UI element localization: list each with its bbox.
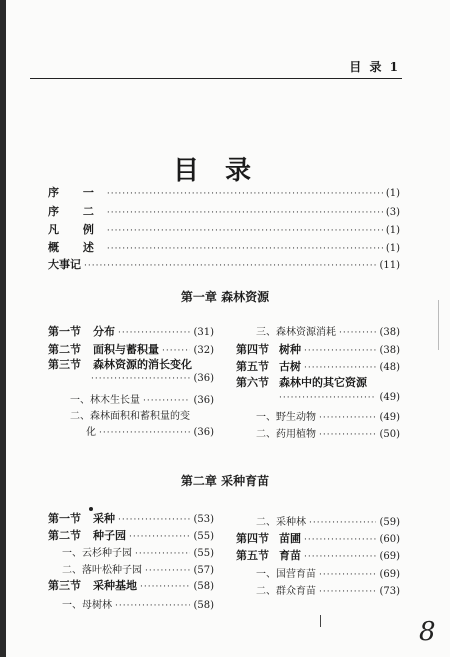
running-header <box>30 56 402 79</box>
toc-entry: 第二节 种子园 ····· (55) <box>48 527 214 543</box>
toc-entry-continued: ····· (49) <box>276 392 400 403</box>
toc-entry: 第二节 面积与蓄积量 ····· (32) <box>48 341 214 357</box>
ink-mark <box>320 615 321 627</box>
toc-entry: 第六节 森林中的其它资源 <box>236 376 367 389</box>
chapter-title: 第二章 采种育苗 <box>180 474 270 488</box>
toc-entry: 二、药用植物 ····· (50) <box>256 425 400 440</box>
handwritten-number: 8 <box>419 617 436 647</box>
toc-entry: 一、云杉种子园 ····· (55) <box>62 544 214 559</box>
toc-entry: 一、国营育苗 ····· (69) <box>256 565 400 580</box>
toc-entry: 二、群众育苗 ····· (73) <box>256 582 400 597</box>
toc-entry: 第一节 采种 ····· (53) <box>48 510 214 526</box>
toc-entry-chronicle: 大事记 ····· (11) <box>48 256 400 272</box>
toc-entry: 二、采种林 ····· (59) <box>256 513 400 528</box>
toc-entry-notes: 凡 例 ····· (1) <box>48 221 400 237</box>
toc-entry-overview: 概 述 ····· (1) <box>48 239 400 255</box>
toc-entry-preface1: 序 一 ····· (1) <box>48 184 400 200</box>
toc-entry: 第三节 森林资源的消长变化 <box>48 358 192 371</box>
scan-artifact <box>438 300 439 350</box>
toc-entry: 第一节 分布 ····· (31) <box>48 323 214 339</box>
toc-entry: 二、森林面积和蓄积量的变 <box>70 411 190 422</box>
header-text: 目 录 1 <box>349 60 400 74</box>
toc-entry: 第四节 苗圃 ····· (60) <box>236 530 400 546</box>
toc-entry-continued: 化 ····· (36) <box>86 423 214 438</box>
scan-edge <box>0 0 6 657</box>
toc-entry: 第五节 古树 ····· (48) <box>236 358 400 374</box>
toc-entry: 二、落叶松种子园 ····· (57) <box>62 561 214 576</box>
page-title: 目录 <box>172 156 277 186</box>
toc-entry: 一、林木生长量 ····· (36) <box>70 391 214 406</box>
chapter-title: 第一章 森林资源 <box>180 290 270 304</box>
toc-entry: 一、野生动物 ····· (49) <box>256 408 400 423</box>
toc-entry: 三、森林资源消耗 ····· (38) <box>256 323 400 338</box>
toc-entry-continued: ····· (36) <box>88 373 214 384</box>
toc-entry: 一、母树林 ····· (58) <box>62 596 214 611</box>
toc-entry: 第五节 育苗 ····· (69) <box>236 547 400 563</box>
toc-entry-preface2: 序 二 ····· (3) <box>48 203 400 219</box>
toc-entry: 第四节 树种 ····· (38) <box>236 341 400 357</box>
toc-entry: 第三节 采种基地 ····· (58) <box>48 577 214 593</box>
